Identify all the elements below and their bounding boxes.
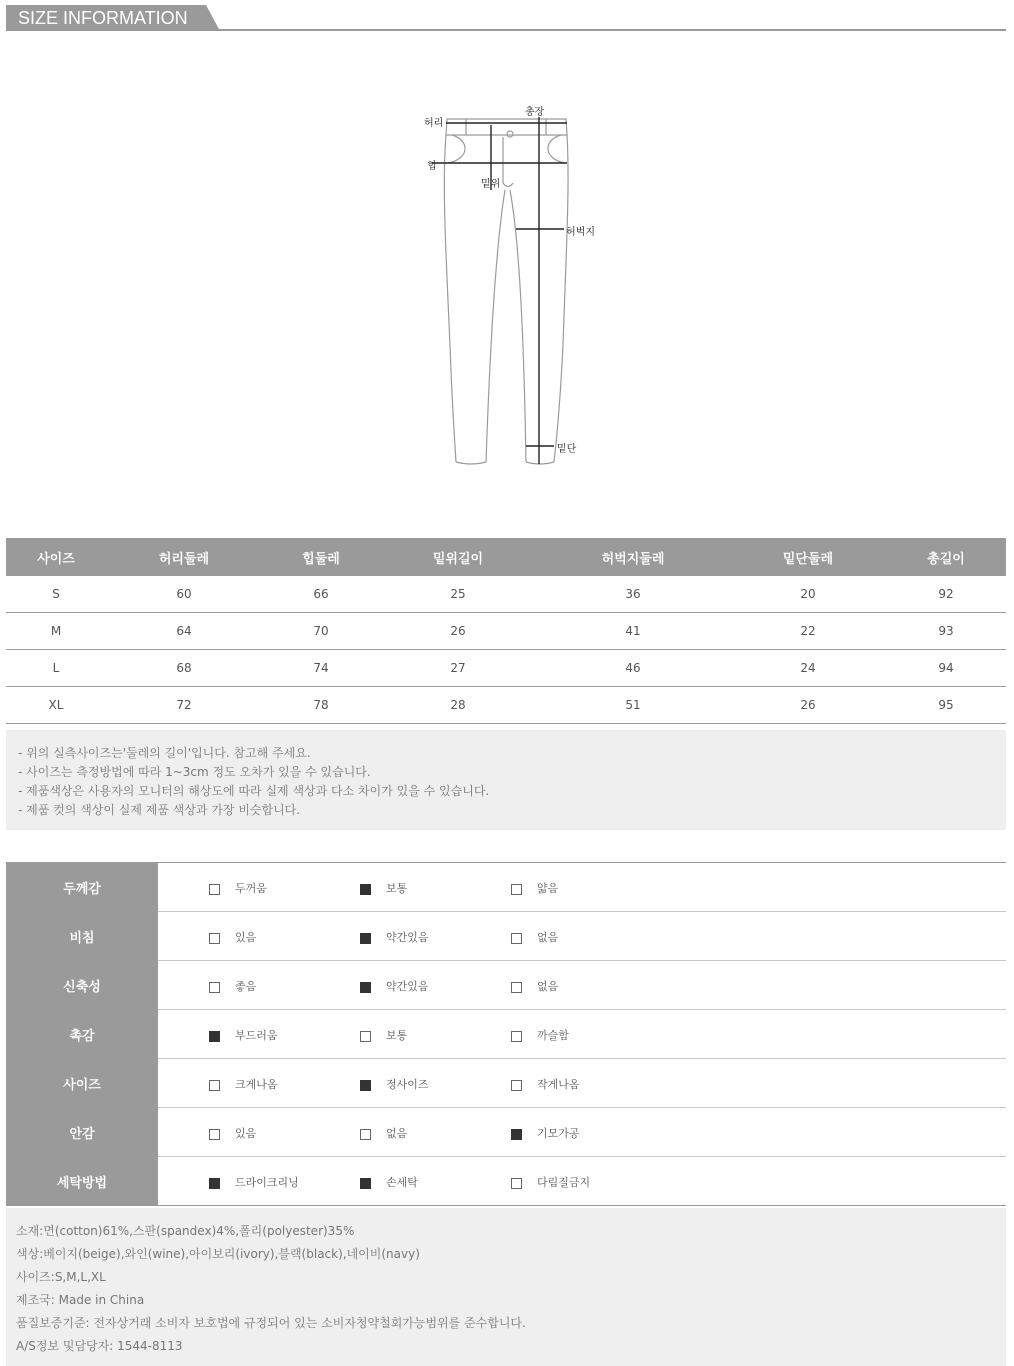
table-cell: S [6, 576, 106, 613]
feel-option-label: 보통 [386, 882, 408, 895]
feel-option [209, 929, 360, 945]
note-line: - 제품색상은 사용자의 모니터의 해상도에 따라 실제 색상과 다소 차이가 있을 수 있습니다. [18, 784, 490, 798]
feel-option [209, 1027, 360, 1043]
feel-row-label: 세탁방법 [6, 1157, 158, 1206]
feel-row [6, 912, 1006, 961]
feel-option-label: 좋음 [235, 980, 257, 993]
thigh-label: 허벅지 [566, 227, 595, 238]
feel-option-label: 약간있음 [386, 980, 429, 993]
feel-options [158, 1059, 1006, 1108]
checked-box-icon [360, 1080, 371, 1091]
info-warranty: 품질보증기준: 전자상거래 소비자 보호법에 규정되어 있는 소비자청약철회가능범위를 준수합니다. [16, 1316, 526, 1330]
feel-options [158, 1108, 1006, 1157]
feel-option [511, 929, 662, 945]
section-header [6, 5, 1006, 31]
feel-option-label: 작게나옴 [537, 1078, 580, 1091]
unchecked-box-icon [511, 884, 522, 895]
header-cell: 사이즈 [6, 538, 106, 576]
feel-option-label: 손세탁 [386, 1176, 418, 1189]
feel-option [209, 1076, 360, 1092]
unchecked-box-icon [511, 1031, 522, 1042]
checked-box-icon [360, 884, 371, 895]
feel-option [511, 1174, 662, 1190]
header-cell: 허벅지둘레 [536, 538, 730, 576]
rise-label: 밑위 [481, 179, 501, 190]
info-origin: 제조국: Made in China [16, 1293, 145, 1307]
feel-row [6, 961, 1006, 1010]
checked-box-icon [360, 933, 371, 944]
table-cell: 22 [730, 613, 886, 650]
table-cell: 74 [262, 650, 380, 687]
waist-label: 허리 [424, 118, 444, 129]
feel-option-label: 없음 [386, 1127, 408, 1140]
size-table [6, 538, 1006, 724]
feel-option-label: 없음 [537, 931, 559, 944]
feel-option-label: 있음 [235, 931, 257, 944]
feel-options [158, 1157, 1006, 1206]
feel-option [360, 1125, 511, 1141]
note-line: - 위의 실측사이즈는'둘레의 길이'입니다. 참고해 주세요. [18, 746, 311, 760]
unchecked-box-icon [209, 1129, 220, 1140]
header-cell: 허리둘레 [106, 538, 262, 576]
table-cell: 66 [262, 576, 380, 613]
feel-option [209, 1174, 360, 1190]
note-line: - 제품 컷의 색상이 실제 제품 색상과 가장 비슷합니다. [18, 803, 301, 817]
table-cell: 25 [380, 576, 536, 613]
table-cell: 28 [380, 687, 536, 724]
feel-row [6, 1157, 1006, 1206]
info-sizes: 사이즈:S,M,L,XL [16, 1270, 106, 1284]
table-cell: 68 [106, 650, 262, 687]
feel-row-label: 촉감 [6, 1010, 158, 1059]
feel-option [511, 1076, 662, 1092]
feel-options [158, 961, 1006, 1010]
feel-option [209, 1125, 360, 1141]
table-cell: 95 [886, 687, 1006, 724]
unchecked-box-icon [511, 933, 522, 944]
pants-outline-illustration [0, 95, 1014, 475]
feel-row-label: 안감 [6, 1108, 158, 1157]
total-length-label: 총장 [525, 107, 545, 118]
header-cell: 밑단둘레 [730, 538, 886, 576]
feel-row [6, 1010, 1006, 1059]
feel-option [360, 929, 511, 945]
info-as-contact: A/S정보 및담당자: 1544-8113 [16, 1339, 183, 1353]
feel-row-label: 신축성 [6, 961, 158, 1010]
table-cell: 24 [730, 650, 886, 687]
unchecked-box-icon [209, 982, 220, 993]
feel-option [511, 1027, 662, 1043]
feel-option-label: 기모가공 [537, 1127, 580, 1140]
table-cell: 27 [380, 650, 536, 687]
table-cell: 93 [886, 613, 1006, 650]
unchecked-box-icon [360, 1031, 371, 1042]
checked-box-icon [360, 982, 371, 993]
feel-option-label: 다림질금지 [537, 1176, 591, 1189]
header-cell: 총길이 [886, 538, 1006, 576]
feel-option-label: 크게나옴 [235, 1078, 278, 1091]
feel-option-label: 보통 [386, 1029, 408, 1042]
table-row [6, 576, 1006, 613]
feel-option [511, 1125, 662, 1141]
note-line: - 사이즈는 측정방법에 따라 1~3cm 정도 오차가 있을 수 있습니다. [18, 765, 371, 779]
hem-label: 밑단 [557, 444, 577, 455]
feel-option [360, 1174, 511, 1190]
checked-box-icon [360, 1178, 371, 1189]
hip-label: 힙 [427, 161, 437, 172]
checked-box-icon [511, 1129, 522, 1140]
feel-option-label: 약간있음 [386, 931, 429, 944]
header-cell: 힙둘레 [262, 538, 380, 576]
table-cell: 20 [730, 576, 886, 613]
table-cell: 64 [106, 613, 262, 650]
feel-option [209, 880, 360, 896]
checked-box-icon [209, 1031, 220, 1042]
unchecked-box-icon [209, 884, 220, 895]
table-cell: M [6, 613, 106, 650]
feel-row [6, 863, 1006, 912]
table-row [6, 650, 1006, 687]
product-feel-table [6, 862, 1006, 1206]
feel-option-label: 두꺼움 [235, 882, 267, 895]
feel-row-label: 사이즈 [6, 1059, 158, 1108]
feel-option [511, 978, 662, 994]
size-notes [6, 730, 1006, 830]
unchecked-box-icon [511, 1178, 522, 1189]
unchecked-box-icon [209, 933, 220, 944]
feel-option-label: 없음 [537, 980, 559, 993]
table-row [6, 613, 1006, 650]
pants-size-diagram [0, 95, 1014, 475]
feel-row-label: 비침 [6, 912, 158, 961]
checked-box-icon [209, 1178, 220, 1189]
unchecked-box-icon [511, 982, 522, 993]
unchecked-box-icon [511, 1080, 522, 1091]
feel-option-label: 정사이즈 [386, 1078, 429, 1091]
table-cell: 94 [886, 650, 1006, 687]
feel-option-label: 까슬함 [537, 1029, 569, 1042]
section-title: SIZE INFORMATION [18, 8, 188, 28]
feel-row [6, 1108, 1006, 1157]
feel-option [360, 978, 511, 994]
feel-option-label: 부드러움 [235, 1029, 278, 1042]
header-cell: 밑위길이 [380, 538, 536, 576]
feel-row-label: 두께감 [6, 863, 158, 912]
table-cell: L [6, 650, 106, 687]
feel-option [360, 1076, 511, 1092]
feel-options [158, 912, 1006, 961]
product-info [6, 1208, 1006, 1366]
feel-option [511, 880, 662, 896]
table-cell: 60 [106, 576, 262, 613]
feel-option-label: 드라이크리닝 [235, 1176, 299, 1189]
table-row [6, 687, 1006, 724]
table-cell: 51 [536, 687, 730, 724]
header-divider [6, 29, 1006, 31]
table-cell: 41 [536, 613, 730, 650]
table-cell: 92 [886, 576, 1006, 613]
info-colors: 색상:베이지(beige),와인(wine),아이보리(ivory),블랙(black),네이비(navy) [16, 1247, 420, 1261]
feel-option [360, 1027, 511, 1043]
size-table-header [6, 538, 1006, 576]
table-cell: 72 [106, 687, 262, 724]
table-cell: 26 [730, 687, 886, 724]
feel-row [6, 1059, 1006, 1108]
info-material: 소재:면(cotton)61%,스판(spandex)4%,폴리(polyester)35% [16, 1224, 355, 1238]
unchecked-box-icon [360, 1129, 371, 1140]
feel-options [158, 1010, 1006, 1059]
unchecked-box-icon [209, 1080, 220, 1091]
table-cell: 26 [380, 613, 536, 650]
table-cell: 46 [536, 650, 730, 687]
table-cell: 78 [262, 687, 380, 724]
feel-option-label: 얇음 [537, 882, 559, 895]
feel-option [209, 978, 360, 994]
table-cell: 36 [536, 576, 730, 613]
feel-options [158, 863, 1006, 912]
feel-option-label: 있음 [235, 1127, 257, 1140]
table-cell: 70 [262, 613, 380, 650]
feel-option [360, 880, 511, 896]
table-cell: XL [6, 687, 106, 724]
